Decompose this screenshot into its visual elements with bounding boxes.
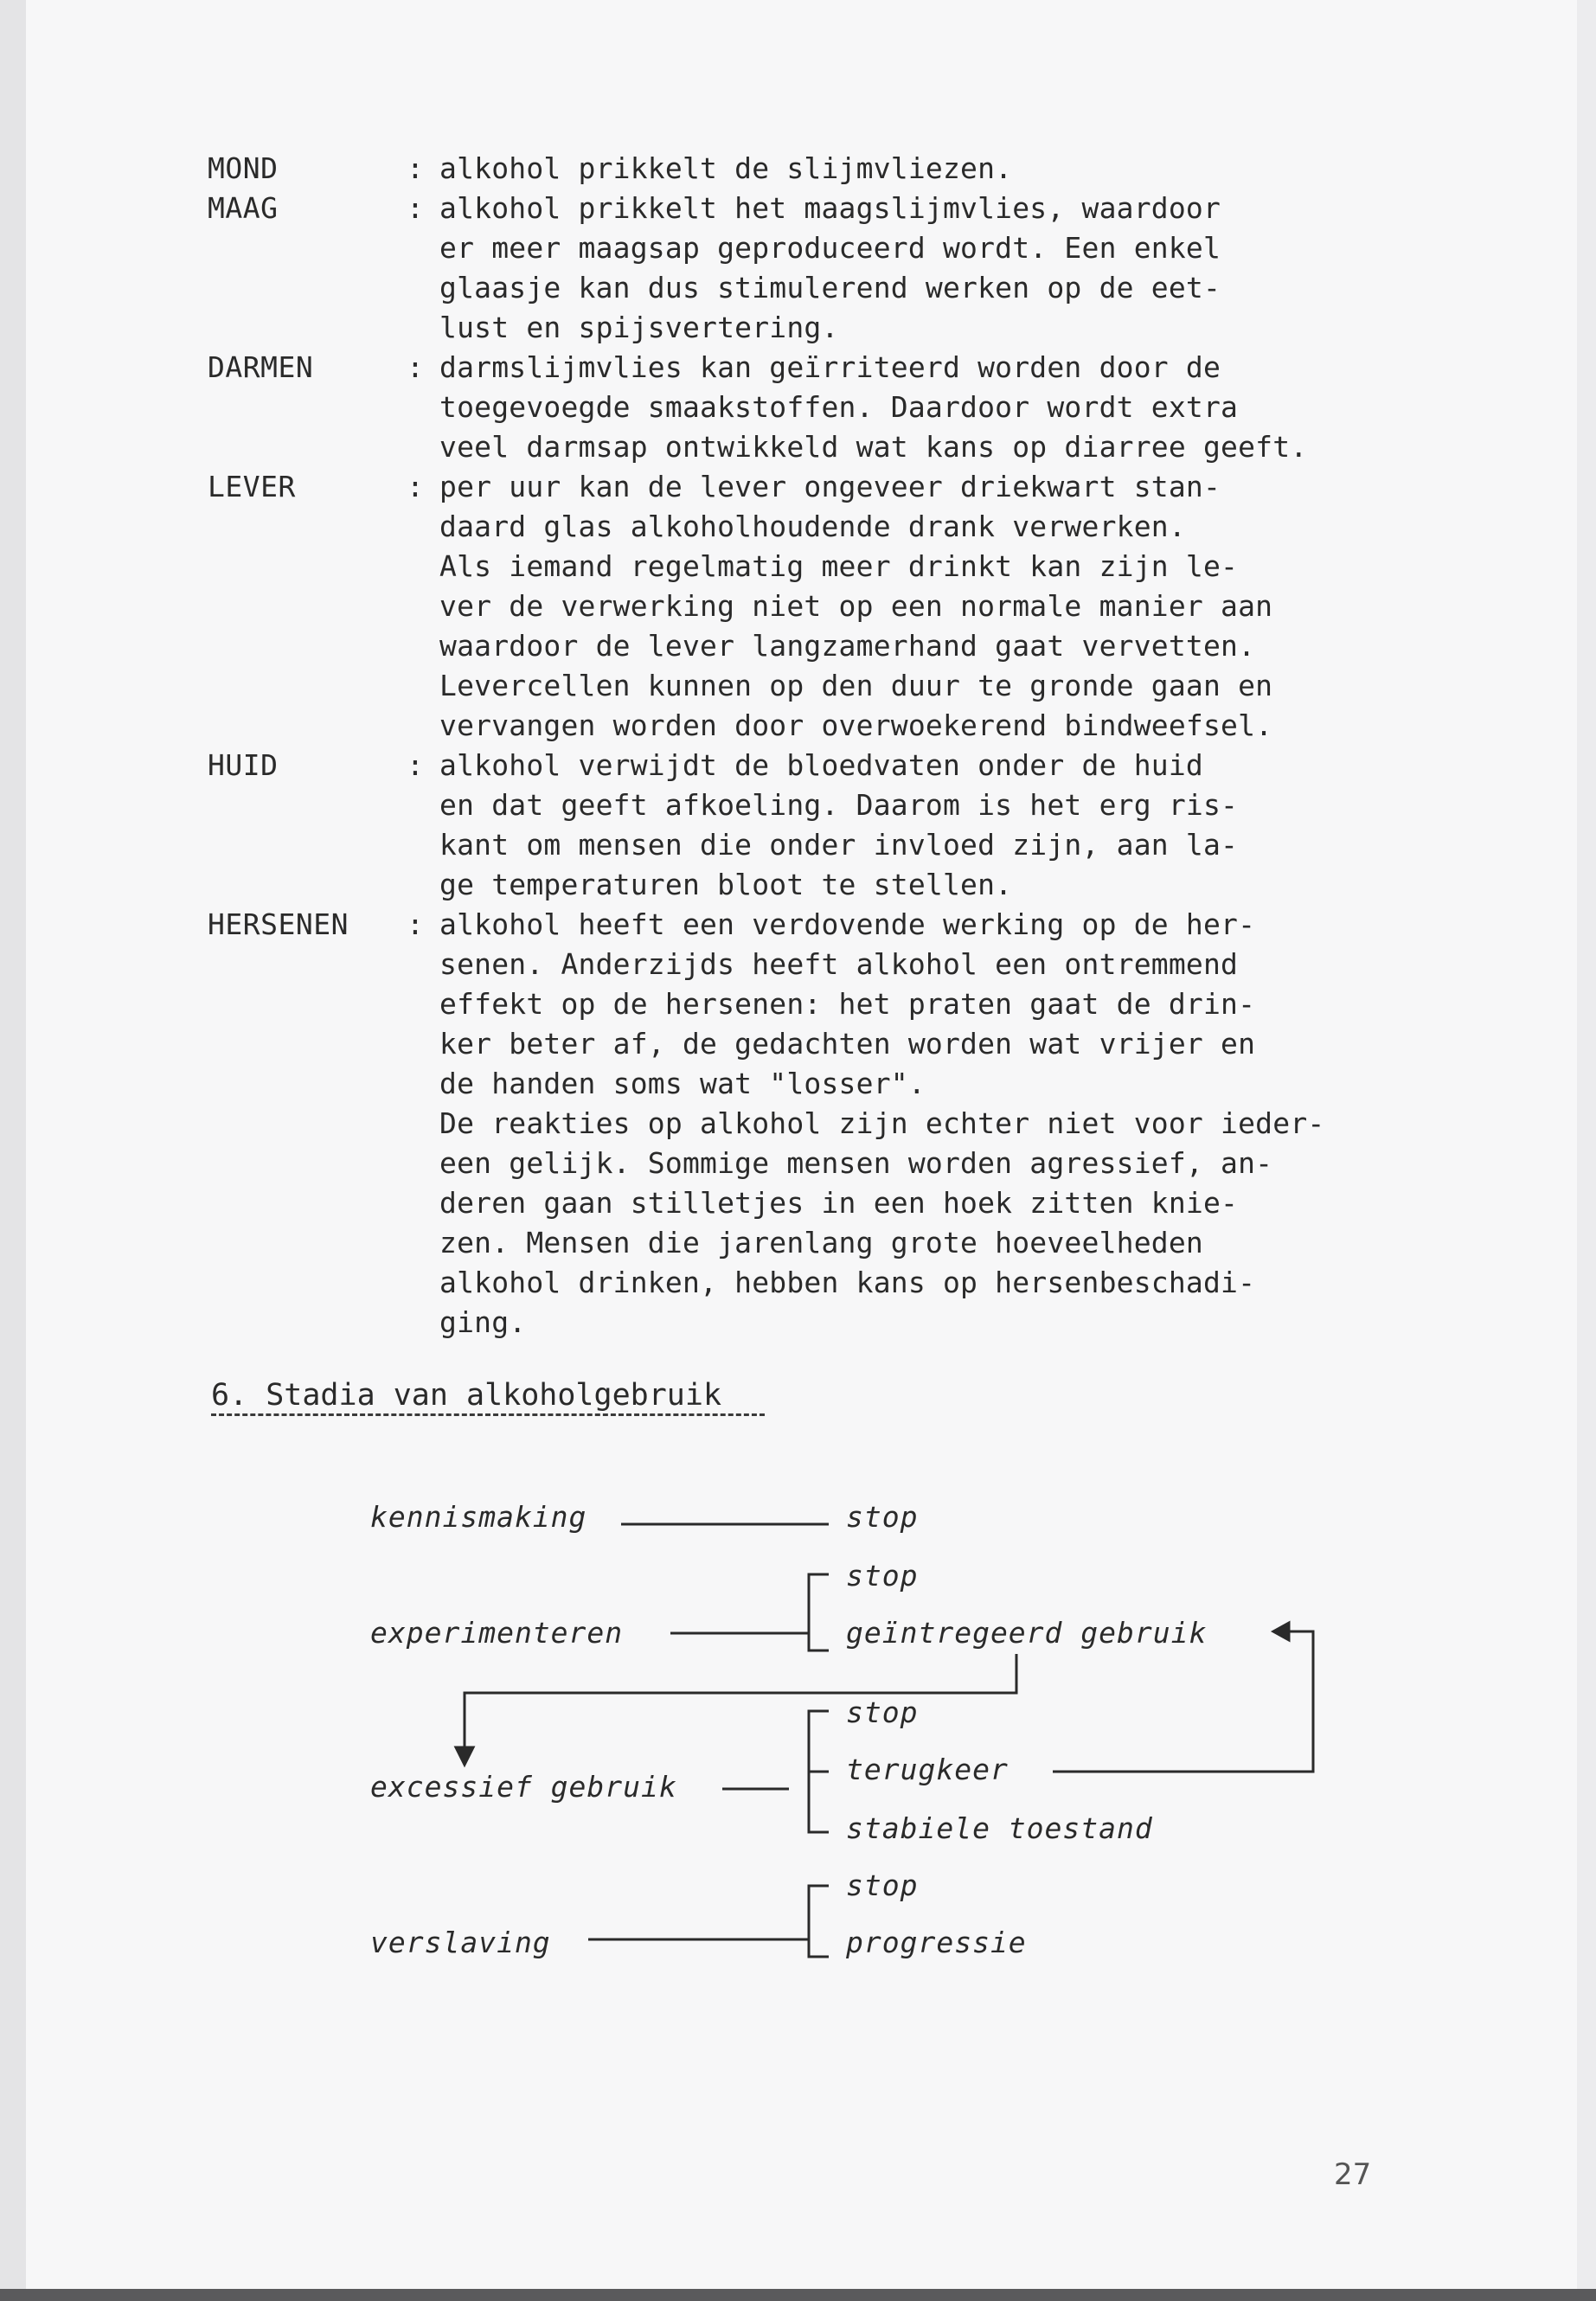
stage-excessief-gebruik: excessief gebruik [370,1770,677,1804]
desc-line: De reakties op alkohol zijn echter niet voor ieder- [439,1106,1325,1140]
desc-line: toegevoegde smaakstoffen. Daardoor wordt extra [439,390,1239,424]
desc-line: senen. Anderzijds heeft alkohol een ontremmend [439,947,1239,981]
desc-line: alkohol heeft een verdovende werking op de her- [439,907,1256,941]
desc-line: waardoor de lever langzamerhand gaat vervetten. [439,629,1256,663]
stage-verslaving: verslaving [370,1926,551,1959]
desc-line: alkohol verwijdt de bloedvaten onder de huid [439,748,1203,782]
outcome-stop: stop [846,1695,919,1729]
entry-colon: : [407,151,424,185]
bracket-verslaving [809,1886,829,1957]
entry-term: MAAG [208,191,279,225]
desc-line: ver de verwerking niet op een normale manier aan [439,589,1273,623]
stage-kennismaking: kennismaking [370,1500,587,1534]
outcome-stabiele-toestand: stabiele toestand [846,1811,1153,1845]
desc-line: alkohol prikkelt het maagslijmvlies, waardoor [439,191,1221,225]
bracket-experimenteren [809,1574,829,1650]
desc-line: Levercellen kunnen op den duur te gronde gaan en [439,669,1273,702]
arrow-head-left [1273,1623,1289,1640]
desc-line: Als iemand regelmatig meer drinkt kan zijn le- [439,549,1239,583]
desc-line: de handen soms wat "losser". [439,1067,926,1100]
desc-line: alkohol drinken, hebben kans op hersenbeschadi- [439,1266,1256,1299]
connector-return [1053,1631,1313,1772]
entry-colon: : [407,748,424,782]
entry-term: DARMEN [208,350,314,384]
desc-line: daard glas alkoholhoudende drank verwerken. [439,510,1186,543]
desc-line: ge temperaturen bloot te stellen. [439,868,1013,901]
entry-colon: : [407,470,424,503]
desc-line: kant om mensen die onder invloed zijn, aan la- [439,828,1239,862]
entry-term: HERSENEN [208,907,349,941]
desc-line: lust en spijsvertering. [439,311,839,344]
entry-term: HUID [208,748,279,782]
outcome-geintregeerd-gebruik: geïntregeerd gebruik [846,1616,1208,1650]
desc-line: zen. Mensen die jarenlang grote hoeveelheden [439,1226,1203,1259]
entry-colon: : [407,191,424,225]
entry-term: LEVER [208,470,296,503]
entry-colon: : [407,907,424,941]
page-number: 27 [1334,2157,1372,2192]
desc-line: alkohol prikkelt de slijmvliezen. [439,151,1013,185]
desc-line: effekt op de hersenen: het praten gaat de drin- [439,987,1256,1021]
outcome-stop: stop [846,1868,919,1902]
outcome-stop: stop [846,1559,919,1593]
desc-line: een gelijk. Sommige mensen worden agressief, an- [439,1146,1273,1180]
outcome-terugkeer: terugkeer [846,1753,1009,1786]
desc-line: per uur kan de lever ongeveer driekwart stan- [439,470,1221,503]
entry-colon: : [407,350,424,384]
desc-line: darmslijmvlies kan geïrriteerd worden door de [439,350,1221,384]
section-heading: 6. Stadia van alkoholgebruik [211,1378,722,1413]
desc-line: er meer maagsap geproduceerd wordt. Een enkel [439,231,1221,265]
outcome-stop: stop [846,1500,919,1534]
desc-line: glaasje kan dus stimulerend werken op de eet- [439,271,1221,304]
desc-line: en dat geeft afkoeling. Daarom is het erg ris- [439,788,1239,822]
outcome-progressie: progressie [846,1926,1027,1959]
arrow-head-down [456,1747,473,1765]
desc-line: deren gaan stilletjes in een hoek zitten knie- [439,1186,1239,1220]
stage-experimenteren: experimenteren [370,1616,624,1650]
connector-down [465,1654,1016,1747]
desc-line: veel darmsap ontwikkeld wat kans op diarree geeft. [439,430,1308,464]
desc-line: vervangen worden door overwoekerend bindweefsel. [439,708,1273,742]
desc-line: ging. [439,1305,527,1339]
desc-line: ker beter af, de gedachten worden wat vrijer en [439,1027,1256,1061]
entry-term: MOND [208,151,279,185]
